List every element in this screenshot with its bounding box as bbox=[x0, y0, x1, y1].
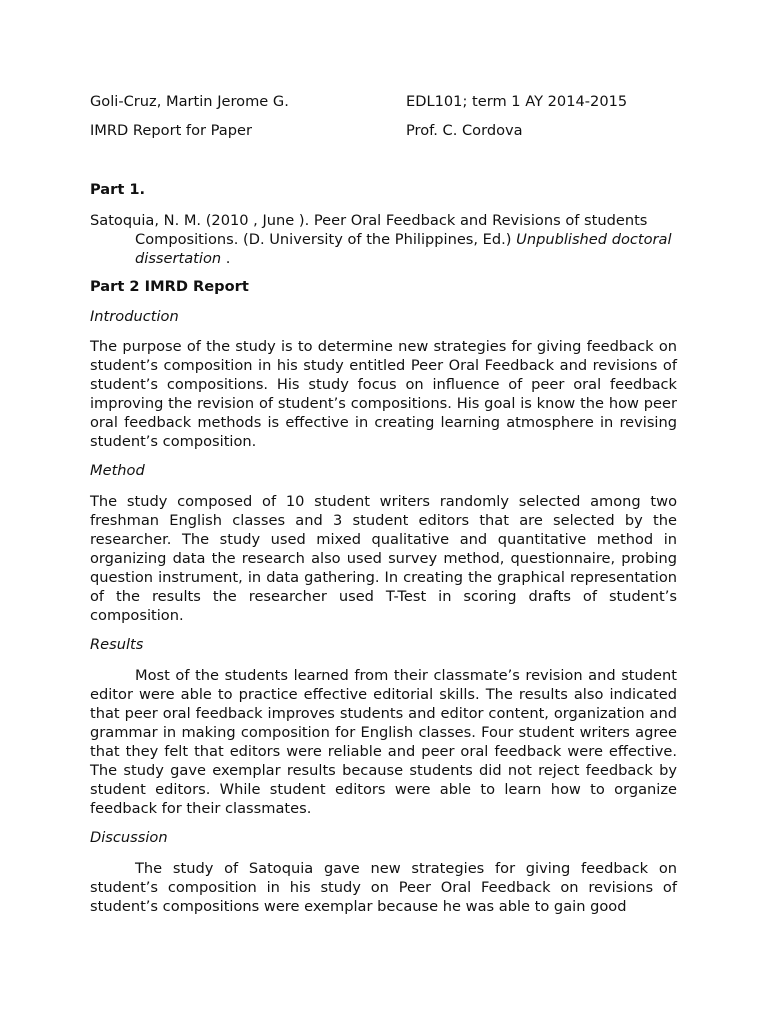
citation-main: Satoquia, N. M. (2010 , June ). Peer Oral Feedback and Revisions of students Compositions. (D. University of the Philippines, Ed.) bbox=[90, 212, 648, 248]
course-info: EDL101; term 1 AY 2014-2015 bbox=[406, 93, 628, 110]
results-paragraph: Most of the students learned from their classmate’s revision and student editor were able to practice effective editorial skills. The results also indicated that peer oral feedback improves students and editor content, organization and grammar in making composition for English classes. Four student writers agree that they felt that editors were reliable and peer oral feedback were effective. The study gave exemplar results because students did not reject feedback by student editors. While student editors were able to learn how to organize feedback for their classmates. bbox=[90, 667, 677, 817]
citation-italic: Unpublished doctoral dissertation bbox=[135, 231, 672, 267]
part2-heading: Part 2 IMRD Report bbox=[90, 278, 249, 295]
discussion-paragraph: The study of Satoquia gave new strategies for giving feedback on student’s composition in his study on Peer Oral Feedback on revisions of student’s compositions were exemplar because he was able to gain good bbox=[90, 860, 677, 915]
professor-name: Prof. C. Cordova bbox=[406, 122, 523, 139]
results-heading: Results bbox=[90, 636, 144, 653]
citation-end: . bbox=[221, 250, 231, 267]
method-heading: Method bbox=[90, 462, 145, 479]
report-title: IMRD Report for Paper bbox=[90, 122, 252, 139]
discussion-heading: Discussion bbox=[90, 829, 168, 846]
part1-heading: Part 1. bbox=[90, 181, 146, 198]
citation bbox=[90, 211, 725, 268]
header-row-2 bbox=[90, 120, 690, 142]
introduction-paragraph: The purpose of the study is to determine new strategies for giving feedback on student’s composition in his study entitled Peer Oral Feedback and revisions of student’s compositions. His study focus on influence of peer oral feedback improving the revision of student’s compositions. His goal is know the how peer oral feedback methods is effective in creating learning atmosphere in revising student’s composition. bbox=[90, 338, 677, 450]
method-paragraph: The study composed of 10 student writers randomly selected among two freshman English classes and 3 student editors that are selected by the researcher. The study used mixed qualitative and quantitative method in organizing data the research also used survey method, questionnaire, probing question instrument, in data gathering. In creating the graphical representation of the results the researcher used T-Test in scoring drafts of student’s composition. bbox=[90, 493, 677, 624]
introduction-heading: Introduction bbox=[90, 308, 179, 325]
author-name: Goli-Cruz, Martin Jerome G. bbox=[90, 93, 289, 110]
header-row-1 bbox=[90, 91, 690, 113]
